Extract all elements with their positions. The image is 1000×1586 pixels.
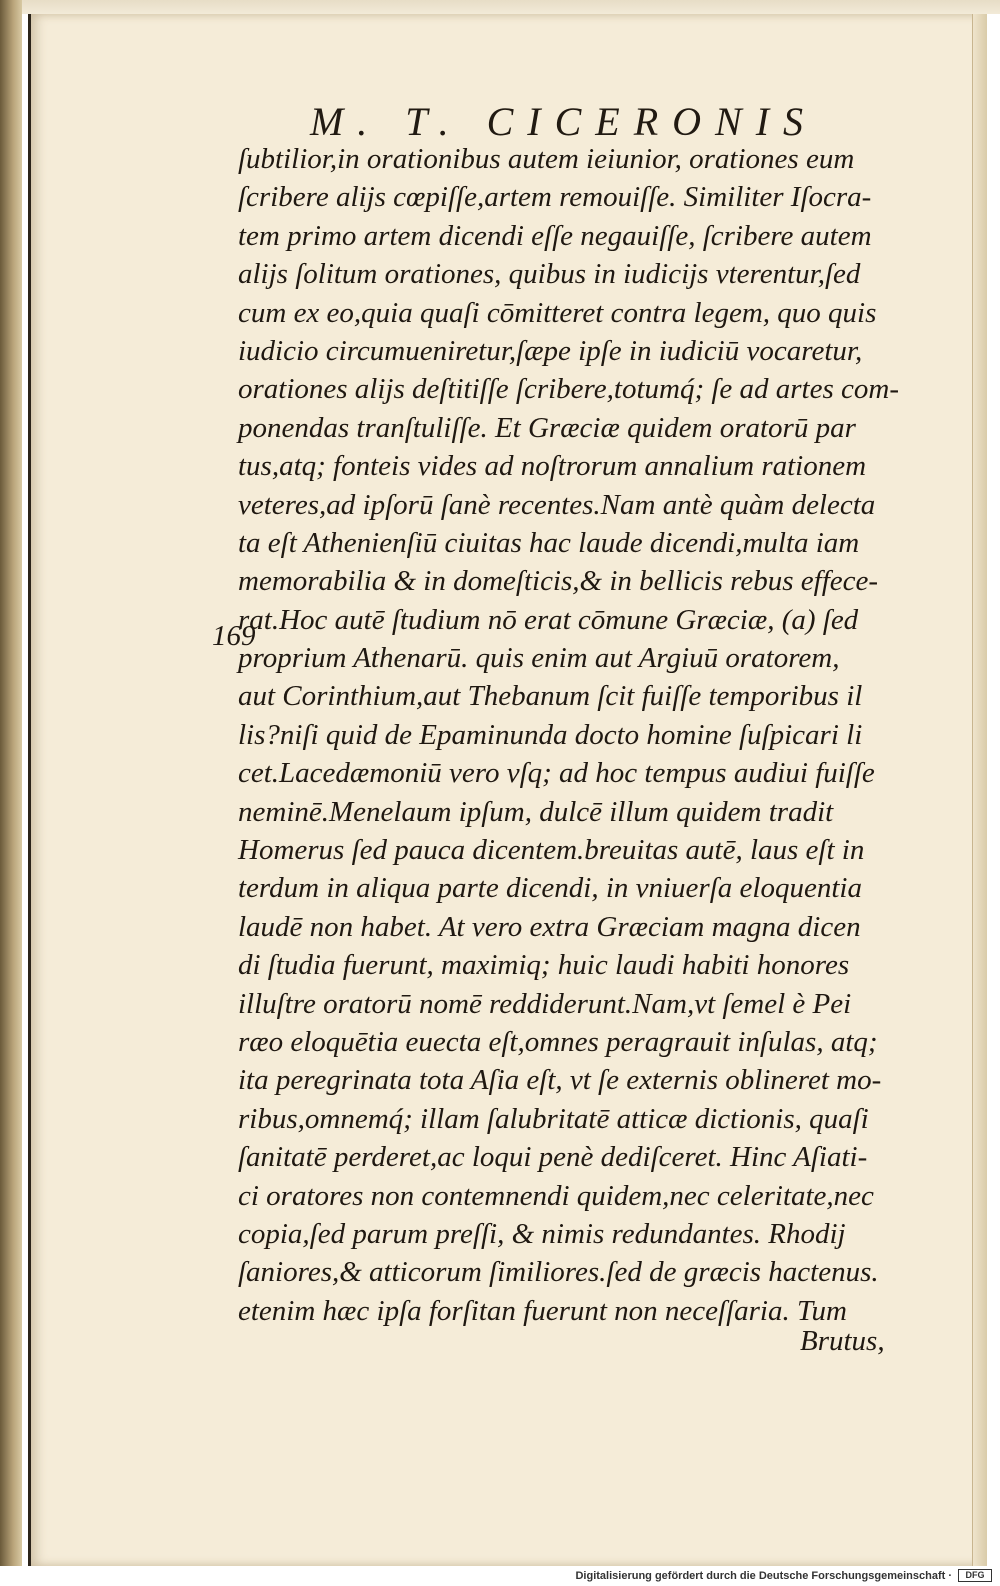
text-line: ribus,omnemq́; illam ſalubritatē atticæ dictionis, quaſi <box>238 1102 869 1135</box>
text-line: aut Corinthium,aut Thebanum ſcit fuiſſe temporibus il <box>238 680 863 713</box>
text-line: orationes alijs deſtitiſſe ſcribere,totumq́; ſe ad artes com- <box>238 373 899 406</box>
text-line: alijs ſolitum orationes, quibus in iudicijs vterentur,ſed <box>238 258 861 291</box>
text-line: ſanitatē perderet,ac loqui penè dediſceret. Hinc Aſiati- <box>238 1141 868 1174</box>
text-line: ſcribere alijs cœpiſſe,artem remouiſſe. Similiter Iſocra- <box>238 181 872 214</box>
text-line: laudē non habet. At vero extra Græciam magna dicen <box>238 910 861 943</box>
page-fore-edge <box>972 14 987 1566</box>
text-line: di ſtudia fuerunt, maximiq; huic laudi habiti honores <box>238 949 850 982</box>
text-line: memorabilia & in domeſticis,& in bellicis rebus effece- <box>238 565 879 598</box>
text-line: tem primo artem dicendi eſſe negauiſſe, ſcribere autem <box>238 219 872 252</box>
text-line: etenim hæc ipſa forſitan fuerunt non neceſſaria. Tum <box>238 1294 847 1327</box>
text-line: ita peregrinata tota Aſia eſt, vt ſe externis oblineret mo- <box>238 1064 882 1097</box>
text-line: cet.Lacedæmoniū vero vſq; ad hoc tempus audiui fuiſſe <box>238 757 875 790</box>
text-line: copia,ſed parum preſſi, & nimis redundantes. Rhodij <box>238 1217 846 1250</box>
text-line: iudicio circumueniretur,ſæpe ipſe in iudiciū vocaretur, <box>238 334 863 367</box>
text-line: ſubtilior,in orationibus autem ieiunior, orationes eum <box>238 143 855 175</box>
running-head: M. T. CICERONIS <box>309 99 818 144</box>
book-top-edge <box>0 0 1000 14</box>
book-spine-edge <box>0 0 22 1566</box>
text-line: illuſtre oratorū nomē reddiderunt.Nam,vt ſemel è Pei <box>238 987 852 1020</box>
body-text <box>238 140 938 1330</box>
text-line: tus,atq; fonteis vides ad noſtrorum annalium rationem <box>238 450 867 483</box>
text-line: cum ex eo,quia quaſi cōmitteret contra legem, quo quis <box>238 296 877 329</box>
text-line: ponendas tranſtuliſſe. Et Græciæ quidem oratorū par <box>238 411 856 444</box>
text-line: Homerus ſed pauca dicentem.breuitas autē, laus eſt in <box>238 834 865 867</box>
text-line: ræo eloquētia euecta eſt,omnes peragrauit inſulas, atq; <box>238 1025 878 1058</box>
text-line: terdum in aliqua parte dicendi, in vniuerſa eloquentia <box>238 872 862 905</box>
text-line: ta eſt Athenienſiū ciuitas hac laude dicendi,multa iam <box>238 526 860 559</box>
text-line: ſaniores,& atticorum ſimiliores.ſed de græcis hactenus. <box>238 1256 879 1289</box>
text-line: rat.Hoc autē ſtudium nō erat cōmune Græciæ, (a) ſed <box>238 603 859 636</box>
text-line: neminē.Menelaum ipſum, dulcē illum quidem tradit <box>238 795 834 828</box>
funding-credit: Digitalisierung gefördert durch die Deutsche Forschungsgemeinschaft · <box>575 1570 952 1582</box>
marginal-number: 169 <box>212 620 256 652</box>
catchword: Brutus, <box>800 1325 885 1357</box>
text-line: ci oratores non contemnendi quidem,nec celeritate,nec <box>238 1179 874 1212</box>
text-line: proprium Athenarū. quis enim aut Argiuū oratorem, <box>238 642 840 675</box>
text-line: lis?niſi quid de Epaminunda docto homine ſuſpicari li <box>238 718 863 751</box>
text-line: veteres,ad ipſorū ſanè recentes.Nam antè quàm delecta <box>238 488 876 521</box>
dfg-logo: DFG <box>958 1569 992 1582</box>
